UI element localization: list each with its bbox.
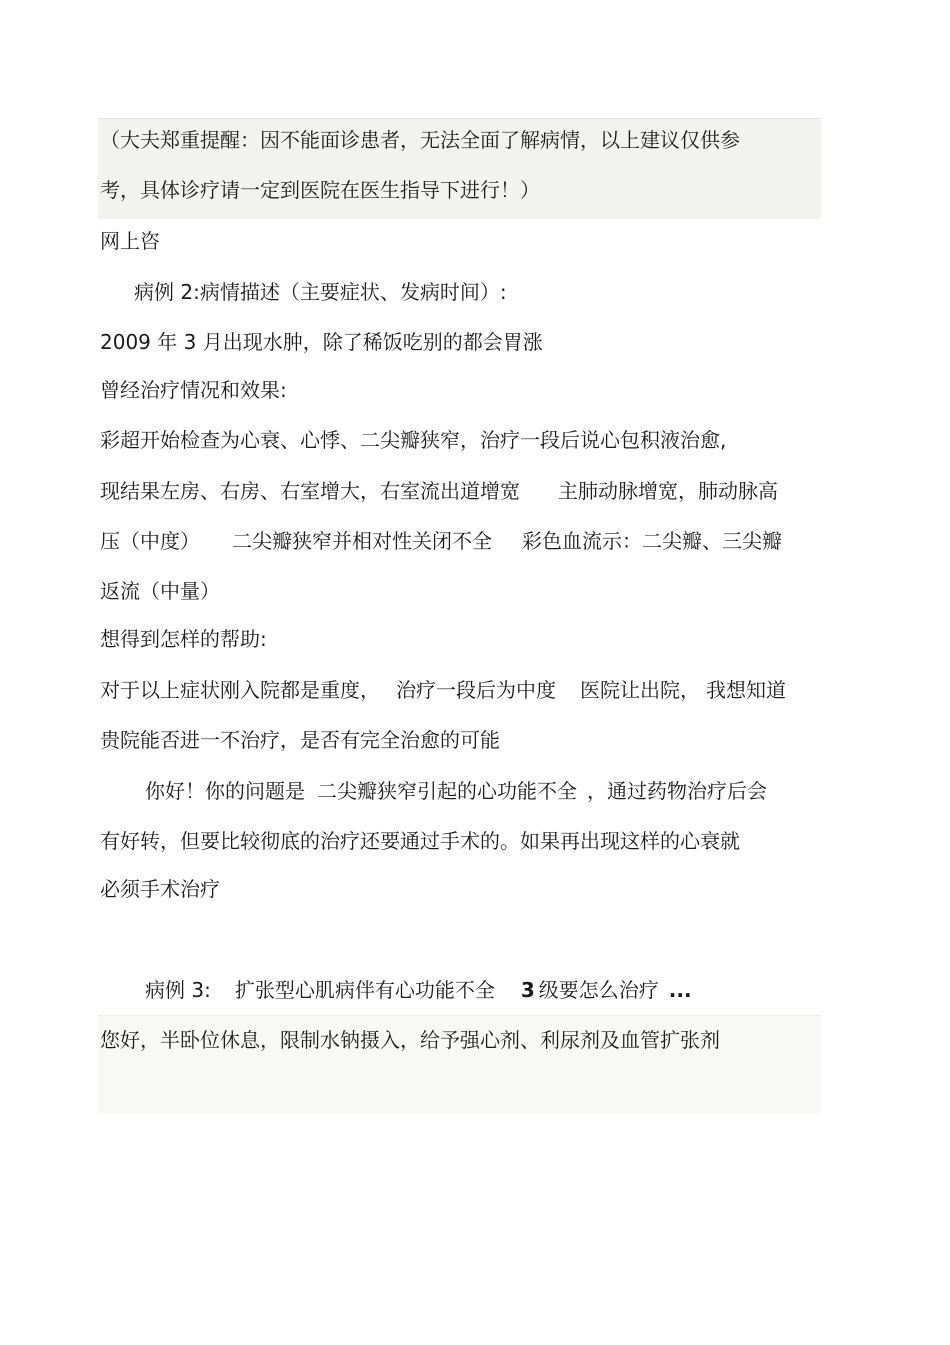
text-segment: 医院让出院， (580, 678, 700, 702)
case2-answer-line-2: 有好转，但要比较彻底的治疗还要通过手术的。如果再出现这样的心衰就 (100, 829, 740, 853)
text-segment: 我想知道 (706, 678, 786, 702)
fragment-text: 网上咨 (100, 229, 160, 253)
case2-treatment-label: 曾经治疗情况和效果: (100, 378, 287, 402)
text-segment: 彩色血流示：二尖瓣、三尖瓣 (522, 529, 782, 553)
case2-answer-line-1 (145, 777, 767, 805)
text-segment: 二尖瓣狭窄引起的心功能不全 (317, 779, 577, 803)
reminder-line-1: （大夫郑重提醒：因不能面诊患者，无法全面了解病情，以上建议仅供参 (100, 128, 740, 152)
text-segment: 3 (520, 978, 535, 1002)
case2-treatment-line-3 (100, 527, 782, 555)
text-segment: 扩张型心肌病伴有心功能不全 (234, 978, 495, 1002)
case2-symptom: 2009 年 3 月出现水肿，除了稀饭吃别的都会胃涨 (100, 330, 543, 354)
text-segment: ，通过药物治疗后会 (587, 779, 767, 803)
case3-answer: 您好，半卧位休息，限制水钠摄入，给予强心剂、利尿剂及血管扩张剂 (100, 1028, 720, 1052)
text-segment: 压（中度） (100, 529, 200, 553)
text-segment: 二尖瓣狭窄并相对性关闭不全 (232, 529, 492, 553)
case2-heading: 病例 2:病情描述（主要症状、发病时间）: (134, 280, 507, 304)
text-segment: 现结果左房、右房、右室增大，右室流出道增宽 (100, 479, 520, 503)
case2-help-line-2: 贵院能否进一不治疗，是否有完全治愈的可能 (100, 728, 500, 752)
case2-treatment-line-4: 返流（中量） (100, 579, 220, 603)
case3-heading (145, 976, 692, 1004)
case2-treatment-line-2 (100, 477, 778, 505)
text-segment: 病例 3: (145, 978, 211, 1002)
reminder-line-2: 考，具体诊疗请一定到医院在医生指导下进行！） (100, 178, 540, 202)
text-segment: ... (668, 978, 692, 1002)
text-segment: 你好！你的问题是 (145, 779, 305, 803)
case2-treatment-line-1: 彩超开始检查为心衰、心悸、二尖瓣狭窄，治疗一段后说心包积液治愈, (100, 428, 727, 452)
case2-help-line-1 (100, 676, 786, 704)
text-segment: 对于以上症状刚入院都是重度， (100, 678, 380, 702)
text-segment: 主肺动脉增宽，肺动脉高 (558, 479, 778, 503)
text-segment: 治疗一段后为中度 (396, 678, 556, 702)
text-segment: 级要怎么治疗 (538, 978, 659, 1002)
case2-help-label: 想得到怎样的帮助: (100, 627, 267, 651)
case2-answer-line-3: 必须手术治疗 (100, 877, 220, 901)
